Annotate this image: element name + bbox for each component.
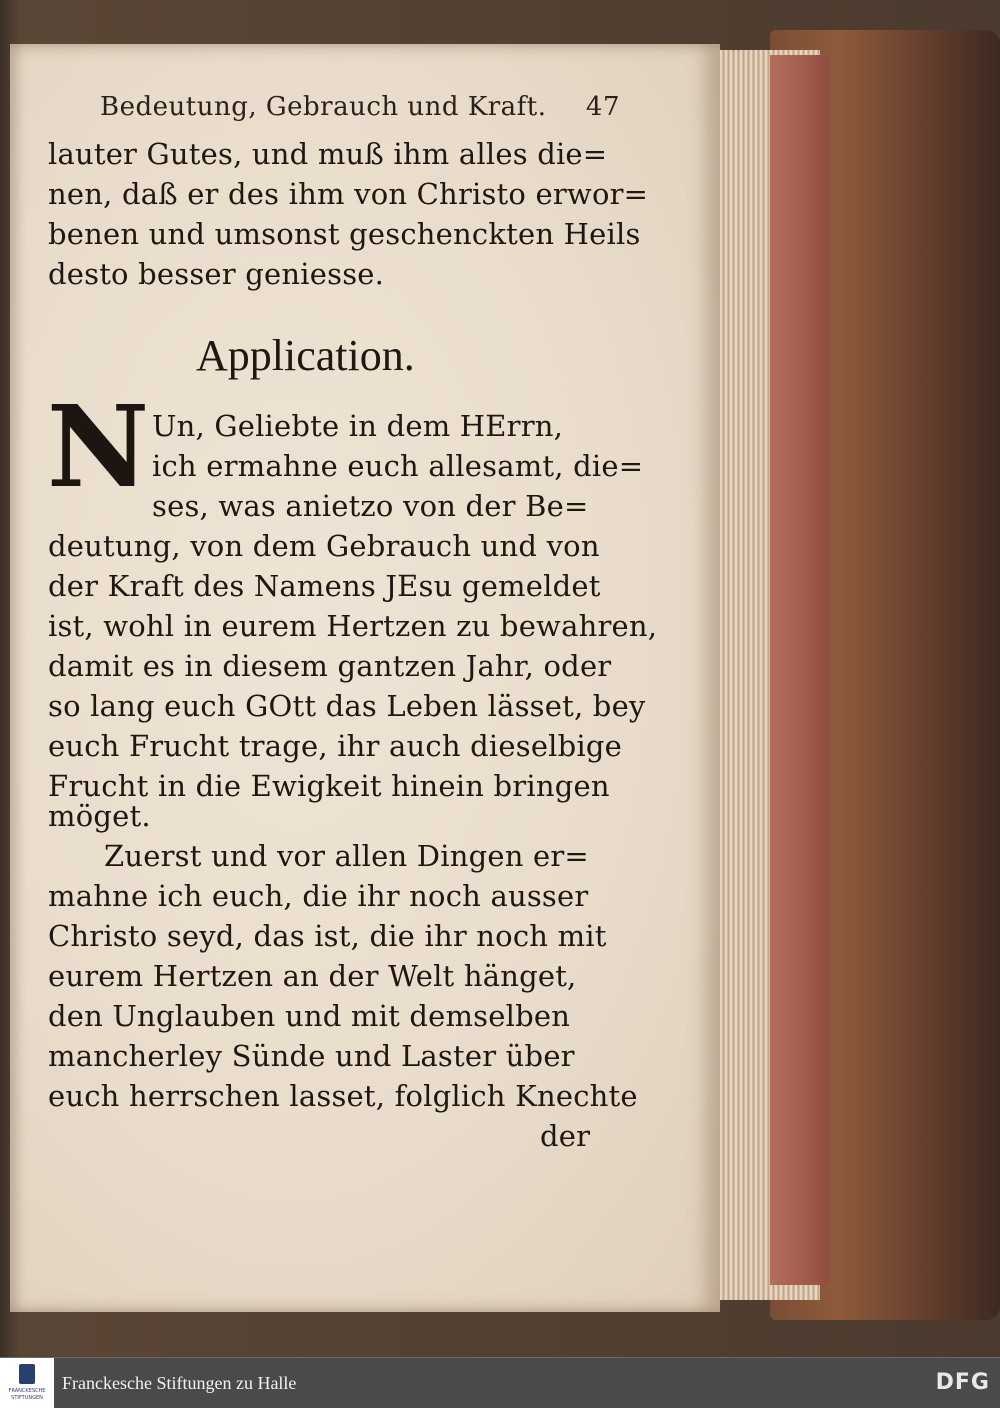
section-heading: Application. <box>196 331 415 380</box>
running-head-title: Bedeutung, Gebrauch und Kraft. <box>100 92 547 122</box>
running-head <box>100 92 620 132</box>
text-line: Un, Geliebte in dem HErrn, <box>152 409 564 443</box>
text-line: nen, daß er des ihm von Christo erwor= <box>48 177 649 211</box>
page-number: 47 <box>585 92 620 122</box>
text-line: ich ermahne euch allesamt, die= <box>152 449 644 483</box>
logo-text: FRANCKESCHE STIFTUNGEN <box>8 1388 46 1401</box>
decorated-initial: N <box>46 382 150 513</box>
institution-name[interactable]: Franckesche Stiftungen zu Halle <box>62 1373 297 1393</box>
text-line: möget. <box>48 799 151 833</box>
viewer-footer <box>0 1357 1000 1408</box>
text-line: ist, wohl in eurem Hertzen zu bewahren, <box>48 609 658 643</box>
institution-logo[interactable] <box>0 1358 54 1408</box>
text-line: benen und umsonst geschenckten Heils <box>48 217 641 251</box>
text-line: der Kraft des Namens JEsu gemeldet <box>48 569 601 603</box>
red-page-edges <box>770 55 830 1285</box>
catchword: der <box>540 1119 591 1153</box>
text-line: euch herrschen lasset, folglich Knechte <box>48 1079 638 1113</box>
orphanage-emblem-icon <box>19 1364 35 1384</box>
text-line: eurem Hertzen an der Welt hänget, <box>48 959 577 993</box>
text-line: mahne ich euch, die ihr noch ausser <box>48 879 589 913</box>
text-line: deutung, von dem Gebrauch und von <box>48 529 600 563</box>
text-line: euch Frucht trage, ihr auch dieselbige <box>48 729 623 763</box>
text-line: Zuerst und vor allen Dingen er= <box>104 839 589 873</box>
dfg-logo[interactable]: DFG <box>935 1370 990 1395</box>
text-line: mancherley Sünde und Laster über <box>48 1039 575 1073</box>
text-line: den Unglauben und mit demselben <box>48 999 571 1033</box>
text-line: Frucht in die Ewigkeit hinein bringen <box>48 769 610 803</box>
text-line: desto besser geniesse. <box>48 257 385 291</box>
text-line: ses, was anietzo von der Be= <box>152 489 589 523</box>
text-line: lauter Gutes, und muß ihm alles die= <box>48 137 608 171</box>
text-line: Christo seyd, das ist, die ihr noch mit <box>48 919 607 953</box>
text-line: so lang euch GOtt das Leben lässet, bey <box>48 689 646 723</box>
text-line: damit es in diesem gantzen Jahr, oder <box>48 649 612 683</box>
